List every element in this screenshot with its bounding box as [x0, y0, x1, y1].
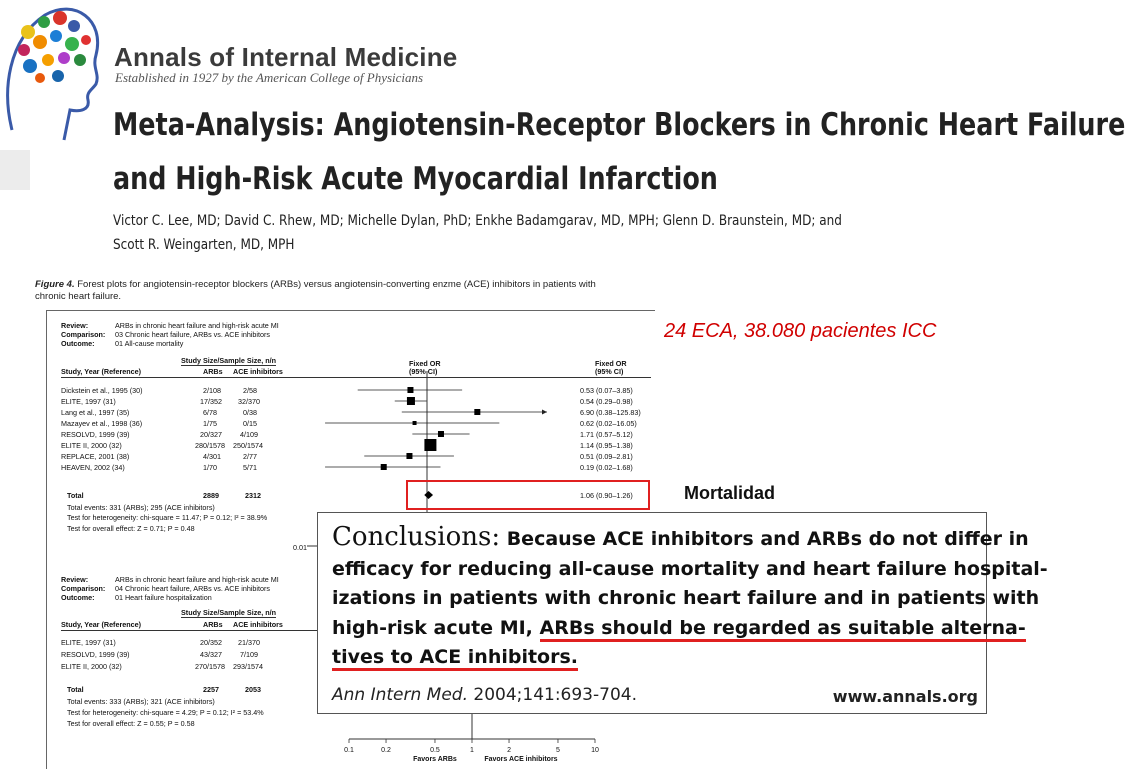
plot1-overall: Test for overall effect: Z = 0.71; P = 0.48: [67, 524, 195, 533]
authors-line-2: Scott R. Weingarten, MD, MPH: [113, 237, 295, 253]
plot2-outcome-value: 01 Heart failure hospitalization: [115, 593, 212, 602]
plot1-size-header: Study Size/Sample Size, n/n: [181, 356, 277, 365]
table-row-arbs: 20/352: [200, 638, 222, 647]
plot1-comparison-label: Comparison:: [61, 330, 106, 339]
table-row-ace: 250/1574: [233, 441, 263, 450]
plot1-fixed-or-header: Fixed OR: [409, 359, 441, 368]
plot1-total-or: 1.06 (0.90–1.26): [580, 491, 633, 500]
plot2-col-arbs: ARBs: [203, 620, 223, 629]
plot1-total-label: Total: [67, 491, 84, 500]
total-highlight-box: [406, 480, 650, 510]
conclusions-line-1: Because ACE inhibitors and ARBs do not differ in: [506, 528, 1029, 550]
plot1-review-value: ARBs in chronic heart failure and high-risk acute MI: [115, 321, 279, 330]
citation-ref: 2004;141:693-704.: [467, 685, 637, 705]
plot2-events: Total events: 333 (ARBs); 321 (ACE inhibitors): [67, 697, 215, 706]
conclusions-line-2: efficacy for reducing all-cause mortality and heart failure hospital-: [332, 557, 1048, 580]
article-title-line-1: Meta-Analysis: Angiotensin-Receptor Blockers in Chronic Heart Failure: [113, 107, 1125, 143]
plot2-comparison-label: Comparison:: [61, 584, 106, 593]
plot2-comparison-value: 04 Chronic heart failure, ARBs vs. ACE inhibitors: [115, 584, 271, 593]
citation: [332, 685, 637, 705]
table-row-ace: 21/370: [238, 638, 260, 647]
x-tick-label: 0.2: [381, 747, 391, 754]
plot1-fixed-or-header-right: Fixed OR: [595, 359, 627, 368]
plot2-size-header: Study Size/Sample Size, n/n: [181, 608, 277, 617]
x-tick-label: 10: [591, 747, 599, 754]
table-row-or: 0.53 (0.07–3.85): [580, 386, 633, 395]
table-row-arbs: 270/1578: [195, 662, 225, 671]
plot2-review-label: Review:: [61, 575, 89, 584]
table-row-arbs: 280/1578: [195, 441, 225, 450]
journal-name: Annals of Internal Medicine: [114, 42, 458, 72]
table-row-study: RESOLVD, 1999 (39): [61, 430, 130, 439]
table-row-arbs: 2/108: [203, 386, 221, 395]
x-tick-label: 1: [470, 747, 474, 754]
journal-tagline: Established in 1927 by the American College of Physicians: [115, 70, 424, 85]
table-row-study: ELITE II, 2000 (32): [61, 662, 122, 671]
article-title: [113, 98, 1125, 206]
table-row-ace: 0/38: [243, 408, 257, 417]
plot2-total-label: Total: [67, 685, 84, 694]
conclusions-label: Conclusions:: [332, 522, 501, 552]
plot1-total-ace: 2312: [245, 491, 261, 500]
table-row-arbs: 20/327: [200, 430, 222, 439]
article-title-line-2: and High-Risk Acute Myocardial Infarction: [113, 161, 718, 197]
plot2-review-value: ARBs in chronic heart failure and high-risk acute MI: [115, 575, 279, 584]
x-tick-label: 0.5: [430, 747, 440, 754]
plot2-heterogeneity: Test for heterogeneity: chi-square = 4.29; P = 0.12; I² = 53.4%: [67, 708, 264, 717]
plot2-total-ace: 2053: [245, 685, 261, 694]
plot1-col-ace: ACE inhibitors: [233, 367, 283, 376]
point-estimate-square: [381, 464, 387, 470]
plot1-comparison-value: 03 Chronic heart failure, ARBs vs. ACE inhibitors: [115, 330, 271, 339]
table-row-or: 1.14 (0.95–1.38): [580, 441, 633, 450]
plot2-col-ace: ACE inhibitors: [233, 620, 283, 629]
table-row-study: RESOLVD, 1999 (39): [61, 650, 130, 659]
conclusions-box: [317, 512, 1048, 714]
website-link[interactable]: www.annals.org: [832, 687, 978, 706]
table-row-arbs: 1/75: [203, 419, 217, 428]
table-row-ace: 7/109: [240, 650, 258, 659]
table-row-study: Dickstein et al., 1995 (30): [61, 386, 143, 395]
figure-caption-text-1: Forest plots for angiotensin-receptor blockers (ARBs) versus angiotensin-converting enzme (ACE) inhibitors in patients with: [77, 279, 596, 290]
table-row-ace: 4/109: [240, 430, 258, 439]
point-estimate-square: [474, 409, 480, 415]
plot1-col-study: Study, Year (Reference): [61, 367, 142, 376]
point-estimate-square: [438, 431, 444, 437]
table-row-study: HEAVEN, 2002 (34): [61, 463, 125, 472]
table-row-arbs: 17/352: [200, 397, 222, 406]
table-row-or: 0.54 (0.29–0.98): [580, 397, 633, 406]
figure-caption: [35, 279, 655, 303]
table-row-arbs: 1/70: [203, 463, 217, 472]
mortalidad-annotation: Mortalidad: [684, 483, 776, 503]
plot2-header-rule: [61, 630, 321, 631]
table-row-study: Mazayev et al., 1998 (36): [61, 419, 143, 428]
table-row-study: ELITE II, 2000 (32): [61, 441, 122, 450]
table-row-arbs: 4/301: [203, 452, 221, 461]
point-estimate-square: [406, 453, 412, 459]
table-row-or: 6.90 (0.38–125.83): [580, 408, 641, 417]
point-estimate-square: [407, 387, 413, 393]
table-row-or: 0.51 (0.09–2.81): [580, 452, 633, 461]
plot1-outcome-value: 01 All-cause mortality: [115, 339, 184, 348]
plot2-overall: Test for overall effect: Z = 0.55; P = 0.58: [67, 719, 195, 728]
authors-line-1: Victor C. Lee, MD; David C. Rhew, MD; Michelle Dylan, PhD; Enkhe Badamgarav, MD, MPH; Glenn D. Braunstein, MD; and: [113, 213, 842, 229]
table-row-ace: 293/1574: [233, 662, 263, 671]
point-estimate-square: [407, 397, 415, 405]
citation-journal: Ann Intern Med.: [332, 685, 468, 705]
figure-caption-label: Figure 4.: [35, 279, 75, 290]
table-row-study: Lang et al., 1997 (35): [61, 408, 130, 417]
plot2-outcome-label: Outcome:: [61, 593, 95, 602]
table-row-or: 0.19 (0.02–1.68): [580, 463, 633, 472]
table-row-ace: 32/370: [238, 397, 260, 406]
point-estimate-square: [413, 421, 417, 425]
table-row-ace: 2/58: [243, 386, 257, 395]
plot1-axis-start: 0.01: [293, 543, 307, 552]
point-estimate-square: [424, 439, 436, 451]
table-row-study: ELITE, 1997 (31): [61, 638, 116, 647]
table-row-arbs: 6/78: [203, 408, 217, 417]
ci-arrow: [542, 410, 547, 415]
table-row-arbs: 43/327: [200, 650, 222, 659]
figure-caption-text-2: chronic heart failure.: [35, 291, 122, 302]
plot1-events: Total events: 331 (ARBs); 295 (ACE inhibitors): [67, 503, 215, 512]
table-row-ace: 5/71: [243, 463, 257, 472]
eca-annotation: 24 ECA, 38.080 pacientes ICC: [664, 320, 937, 342]
plot2-col-study: Study, Year (Reference): [61, 620, 142, 629]
plot1-heterogeneity: Test for heterogeneity: chi-square = 11.47; P = 0.12; I² = 38.9%: [67, 513, 268, 522]
plot1-outcome-label: Outcome:: [61, 339, 95, 348]
favors-arbs-label: Favors ARBs: [413, 756, 457, 763]
table-row-ace: 0/15: [243, 419, 257, 428]
journal-logo: [0, 0, 110, 190]
plot1-total-arbs: 2889: [203, 491, 219, 500]
plot1-ci-header: (95% CI): [409, 367, 438, 376]
favors-ace-label: Favors ACE inhibitors: [484, 756, 558, 763]
table-row-ace: 2/77: [243, 452, 257, 461]
x-tick-label: 2: [507, 747, 511, 754]
x-tick-label: 0.1: [344, 747, 354, 754]
conclusions-text: [332, 522, 1048, 673]
table-row-study: ELITE, 1997 (31): [61, 397, 116, 406]
plot1-review-label: Review:: [61, 321, 89, 330]
conclusions-line-4a: high-risk acute MI,: [332, 616, 540, 639]
article-authors: [113, 209, 842, 257]
table-row-or: 0.62 (0.02–16.05): [580, 419, 637, 428]
conclusions-line-3: izations in patients with chronic heart failure and in patients with: [332, 587, 1040, 609]
plot1-ci-header-right: (95% CI): [595, 367, 624, 376]
conclusions-line-4b-underlined: ARBs should be regarded as suitable alterna-: [540, 617, 1026, 642]
plot2-total-arbs: 2257: [203, 685, 219, 694]
table-row-study: REPLACE, 2001 (38): [61, 452, 130, 461]
x-tick-label: 5: [556, 747, 560, 754]
conclusions-line-5-underlined: tives to ACE inhibitors.: [332, 646, 578, 671]
table-row-or: 1.71 (0.57–5.12): [580, 430, 633, 439]
plot1-col-arbs: ARBs: [203, 367, 223, 376]
